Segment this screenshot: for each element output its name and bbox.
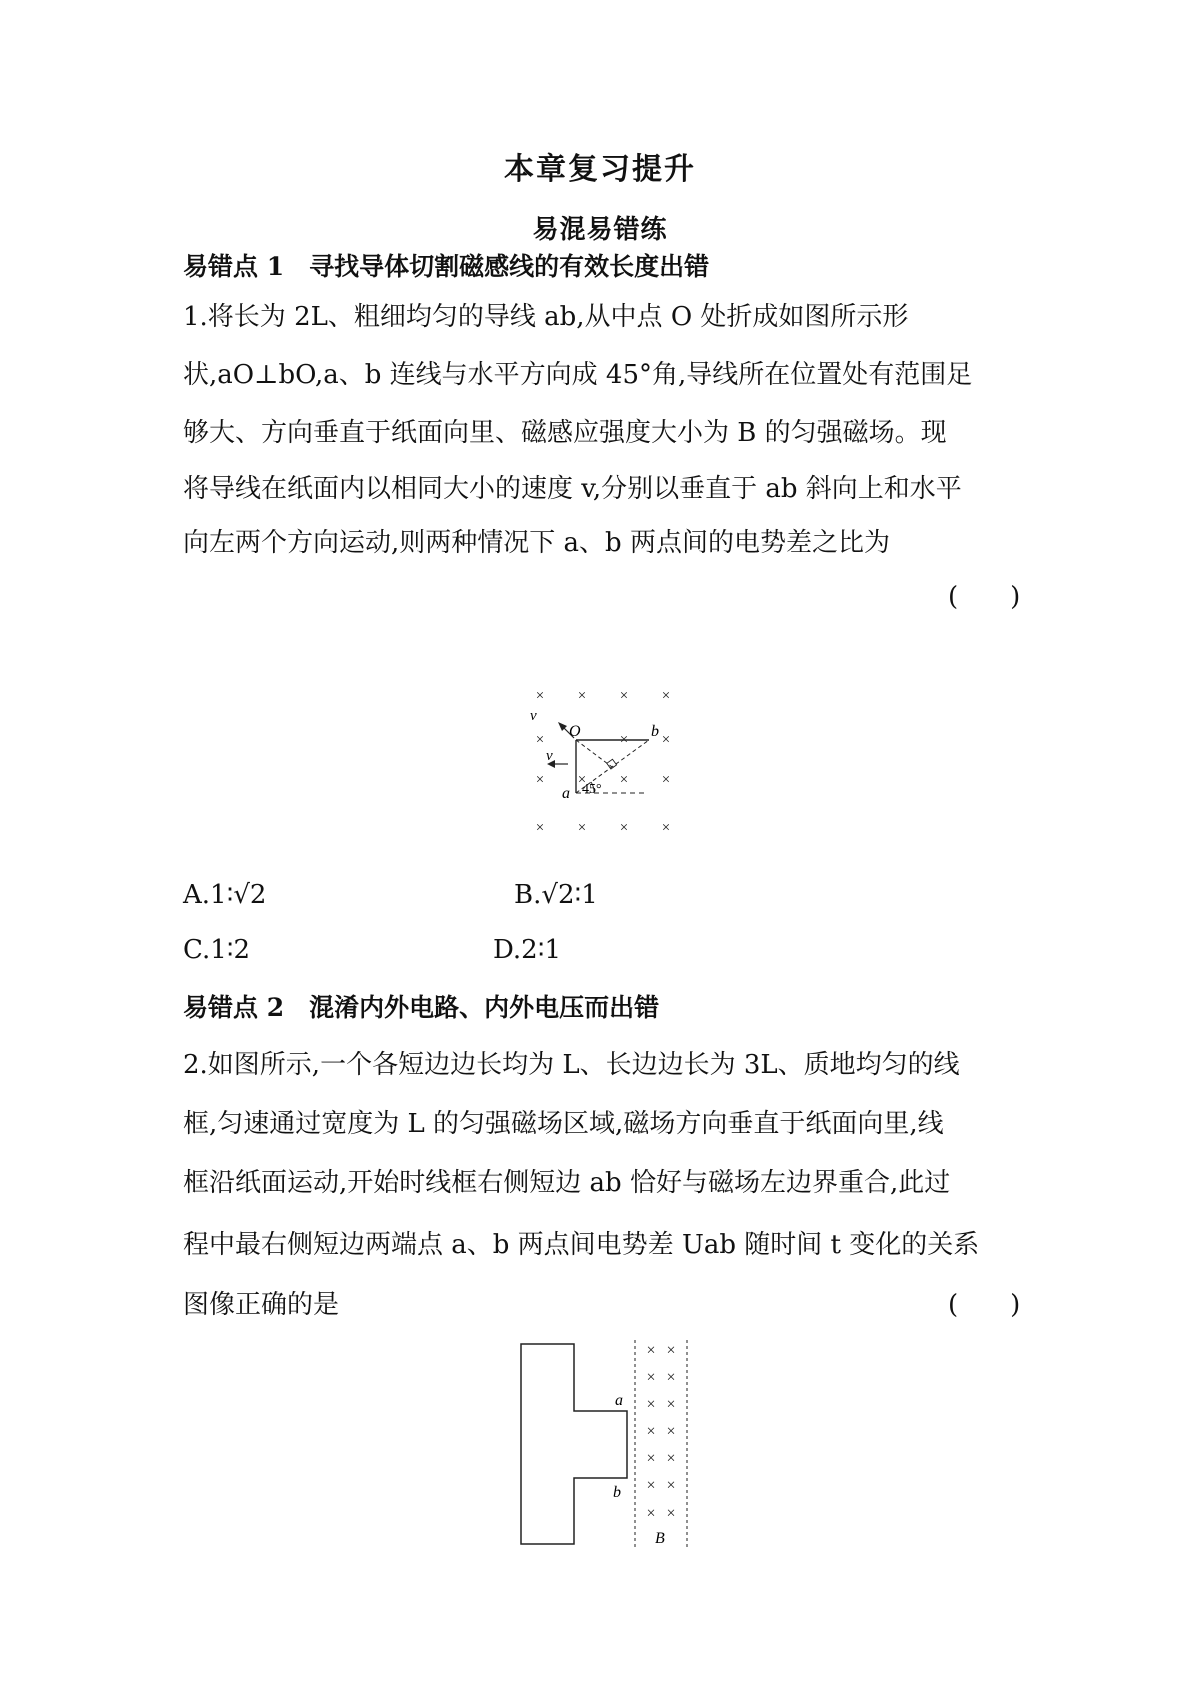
question-1-line-4: 将导线在纸面内以相同大小的速度 v,分别以垂直于 ab 斜向上和水平 (183, 474, 962, 504)
svg-text:×: × (666, 1342, 676, 1359)
question-1-line-1: 1.将长为 2L、粗细均匀的导线 ab,从中点 O 处折成如图所示形 (183, 302, 909, 332)
svg-text:×: × (666, 1505, 676, 1522)
svg-text:×: × (666, 1369, 676, 1386)
label-v-left: v (546, 748, 553, 764)
label-angle: 45° (582, 782, 602, 797)
option-A[interactable]: A.1∶√2 (183, 880, 267, 910)
question-2-line-2: 框,匀速通过宽度为 L 的匀强磁场区域,磁场方向垂直于纸面向里,线 (183, 1109, 944, 1139)
label-O: O (569, 723, 581, 740)
figure-frame-and-field (510, 1338, 710, 1560)
error-point-2-heading: 易错点 2 混淆内外电路、内外电压而出错 (183, 993, 660, 1022)
wire-frame (521, 1344, 627, 1544)
svg-text:×: × (646, 1423, 656, 1440)
answer-bracket-1: ( ) (948, 582, 1021, 612)
label-a: a (562, 785, 570, 802)
question-2-line-3: 框沿纸面运动,开始时线框右侧短边 ab 恰好与磁场左边界重合,此过 (183, 1168, 951, 1198)
magnetic-field-crosses-2 (646, 1342, 675, 1522)
svg-text:×: × (577, 820, 587, 836)
svg-text:×: × (666, 1396, 676, 1413)
label-v-oblique: v (530, 708, 537, 724)
question-2-line-5: 图像正确的是 (183, 1290, 340, 1320)
label-b-2: b (613, 1484, 621, 1501)
svg-text:×: × (661, 772, 671, 788)
question-2-line-1: 2.如图所示,一个各短边边长均为 L、长边边长为 3L、质地均匀的线 (183, 1050, 960, 1080)
question-1-line-3: 够大、方向垂直于纸面向里、磁感应强度大小为 B 的匀强磁场。现 (183, 418, 947, 448)
svg-text:×: × (535, 688, 545, 704)
svg-text:×: × (535, 732, 545, 748)
svg-text:×: × (619, 688, 629, 704)
svg-text:×: × (661, 820, 671, 836)
svg-text:×: × (619, 732, 629, 748)
answer-bracket-2: ( ) (948, 1290, 1021, 1320)
label-b: b (651, 723, 659, 740)
label-a-2: a (615, 1392, 623, 1409)
svg-text:×: × (619, 820, 629, 836)
magnetic-field-crosses (536, 688, 670, 836)
svg-text:×: × (646, 1342, 656, 1359)
section-subtitle: 易混易错练 (532, 215, 668, 245)
svg-text:×: × (666, 1450, 676, 1467)
question-1-line-2: 状,aO⊥bO,a、b 连线与水平方向成 45°角,导线所在位置处有范围足 (183, 360, 973, 390)
option-D[interactable]: D.2∶1 (493, 935, 562, 965)
svg-text:×: × (535, 772, 545, 788)
label-B: B (655, 1530, 665, 1547)
error-point-1-heading: 易错点 1 寻找导体切割磁感线的有效长度出错 (183, 252, 710, 281)
page-title: 本章复习提升 (504, 152, 696, 187)
svg-text:×: × (646, 1505, 656, 1522)
svg-text:×: × (646, 1396, 656, 1413)
svg-text:×: × (661, 688, 671, 704)
svg-text:×: × (535, 820, 545, 836)
figure-bent-wire-in-field (520, 686, 690, 842)
option-C[interactable]: C.1∶2 (183, 935, 251, 965)
svg-text:×: × (661, 732, 671, 748)
svg-text:×: × (577, 772, 587, 788)
question-1-line-5: 向左两个方向运动,则两种情况下 a、b 两点间的电势差之比为 (183, 528, 890, 558)
option-B[interactable]: B.√2∶1 (514, 880, 598, 910)
svg-text:×: × (619, 772, 629, 788)
svg-text:×: × (666, 1423, 676, 1440)
question-2-line-4: 程中最右侧短边两端点 a、b 两点间电势差 Uab 随时间 t 变化的关系 (183, 1230, 980, 1260)
svg-text:×: × (646, 1450, 656, 1467)
svg-text:×: × (666, 1477, 676, 1494)
svg-text:×: × (646, 1477, 656, 1494)
svg-text:×: × (646, 1369, 656, 1386)
svg-text:×: × (577, 688, 587, 704)
